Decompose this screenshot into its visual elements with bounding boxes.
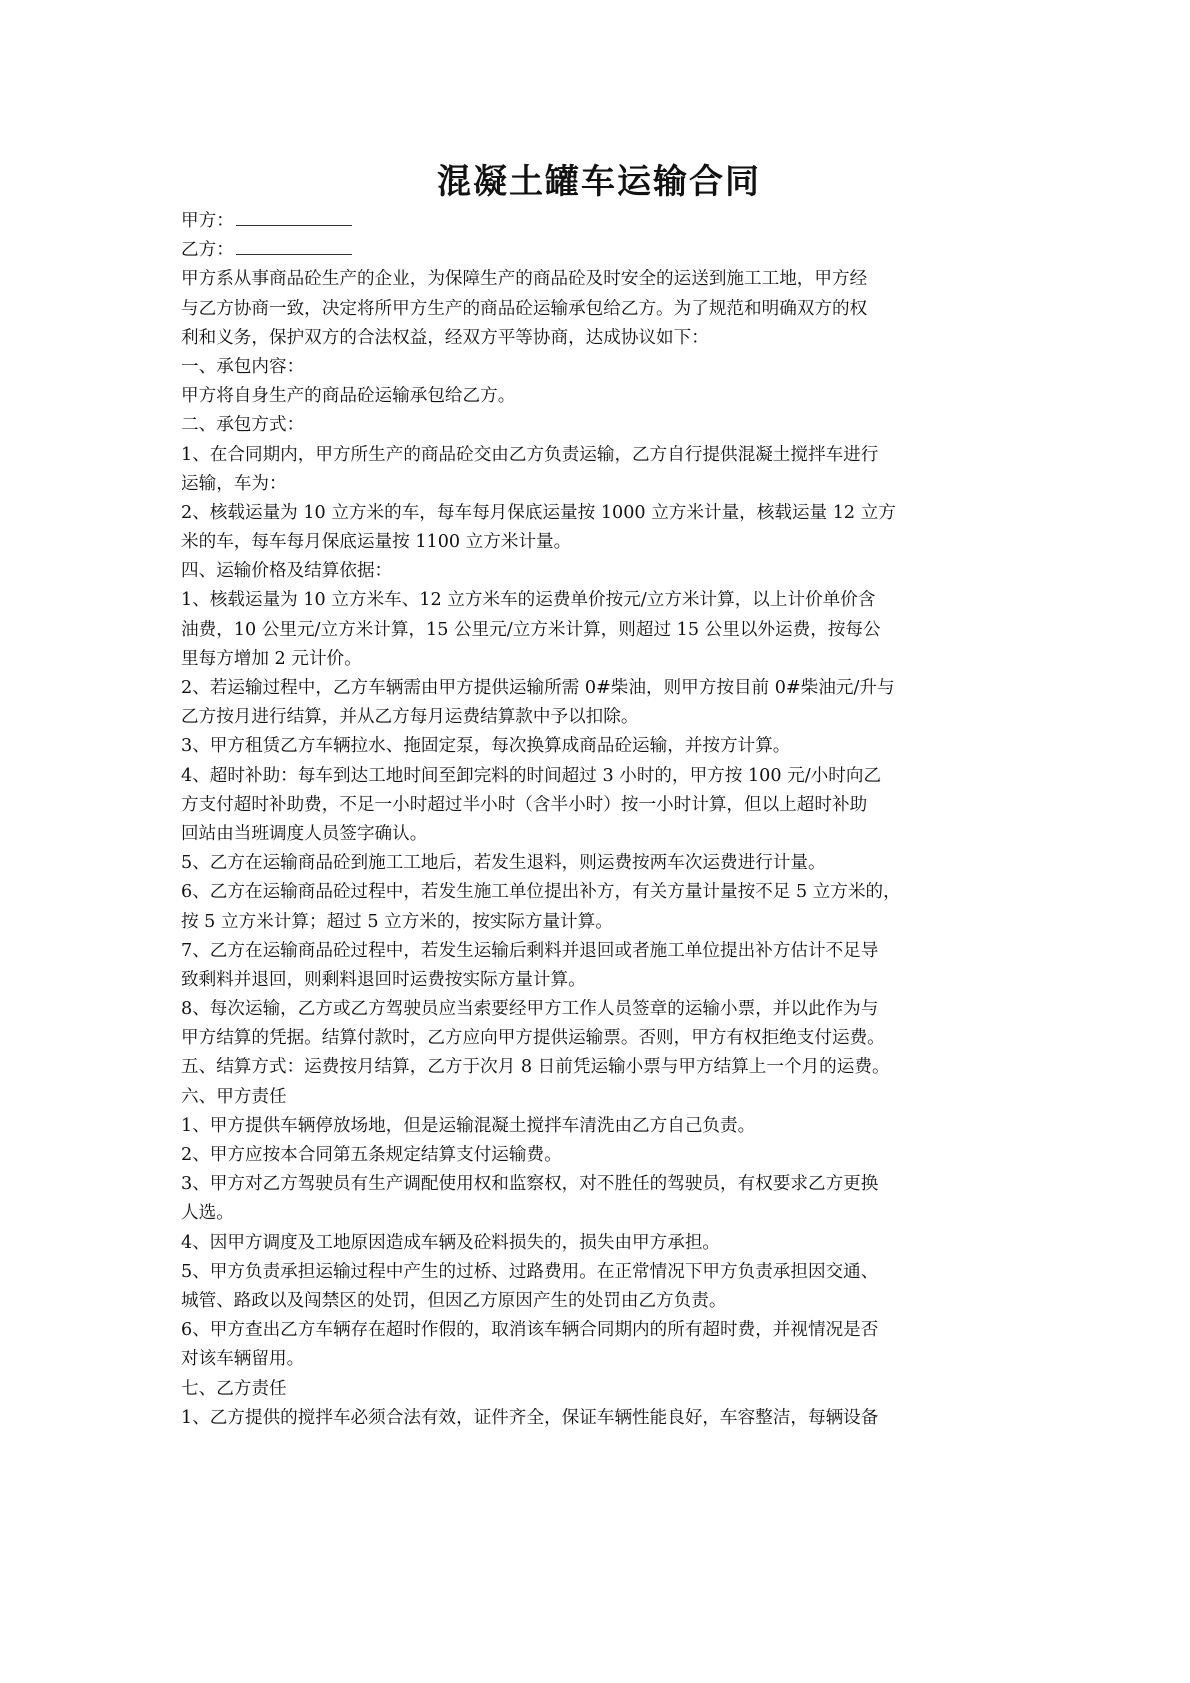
clause-line: 6、甲方查出乙方车辆存在超时作假的，取消该车辆合同期内的所有超时费，并视情况是否 <box>181 1320 879 1341</box>
section-heading: 四、运输价格及结算依据： <box>181 561 393 582</box>
clause-line: 方支付超时补助费，不足一小时超过半小时（含半小时）按一小时计算，但以上超时补助 <box>181 794 868 815</box>
clause-line: 3、甲方租赁乙方车辆拉水、拖固定泵，每次换算成商品砼运输，并按方计算。 <box>181 736 791 757</box>
clause-line: 1、核载运量为 10 立方米车、12 立方米车的运费单价按元/立方米计算，以上计价单价含 <box>181 590 876 611</box>
clause-line: 1、在合同期内，甲方所生产的商品砼交由乙方负责运输，乙方自行提供混凝土搅拌车进行 <box>181 444 879 465</box>
clause-line: 1、乙方提供的搅拌车必须合法有效，证件齐全，保证车辆性能良好，车容整洁，每辆设备 <box>181 1407 879 1428</box>
clause-line: 1、甲方提供车辆停放场地，但是运输混凝土搅拌车清洗由乙方自己负责。 <box>181 1115 756 1136</box>
clause-line: 油费，10 公里元/立方米计算，15 公里元/立方米计算，则超过 15 公里以外运费，按每公 <box>181 619 881 640</box>
clause-line: 乙方按月进行结算，并从乙方每月运费结算款中予以扣除。 <box>181 707 639 728</box>
clause-line: 运输，车为： <box>181 473 287 494</box>
party-b-label: 乙方： <box>181 240 234 261</box>
clause-line: 6、乙方在运输商品砼过程中，若发生施工单位提出补方，有关方量计量按不足 5 立方米的， <box>181 882 901 903</box>
clause-line: 5、乙方在运输商品砼到施工工地后，若发生退料，则运费按两车次运费进行计量。 <box>181 853 826 874</box>
clause-line: 8、每次运输，乙方或乙方驾驶员应当索要经甲方工作人员签章的运输小票，并以此作为与 <box>181 999 879 1020</box>
clause-line: 按 5 立方米计算；超过 5 立方米的，按实际方量计算。 <box>181 911 613 932</box>
section-heading: 七、乙方责任 <box>181 1378 287 1399</box>
party-a-blank[interactable] <box>236 209 352 226</box>
clause-line: 2、甲方应按本合同第五条规定结算支付运输费。 <box>181 1145 562 1165</box>
party-a-label: 甲方： <box>181 211 234 231</box>
clause-line: 对该车辆留用。 <box>181 1349 305 1370</box>
clause-line: 4、因甲方调度及工地原因造成车辆及砼料损失的，损失由甲方承担。 <box>181 1232 721 1253</box>
intro-line: 甲方系从事商品砼生产的企业，为保障生产的商品砼及时安全的运送到施工工地，甲方经 <box>181 269 868 290</box>
section-heading: 六、甲方责任 <box>181 1086 287 1107</box>
section-heading: 五、结算方式：运费按月结算，乙方于次月 8 日前凭运输小票与甲方结算上一个月的运费。 <box>181 1057 890 1078</box>
intro-line: 与乙方协商一致，决定将所甲方生产的商品砼运输承包给乙方。为了规范和明确双方的权 <box>181 298 868 319</box>
clause-line: 米的车，每车每月保底运量按 1100 立方米计量。 <box>181 532 572 553</box>
section-heading: 一、承包内容： <box>181 356 305 377</box>
section-heading: 二、承包方式： <box>181 415 305 436</box>
document-body <box>181 207 1017 1433</box>
clause-line: 致剩料并退回，则剩料退回时运费按实际方量计算。 <box>181 969 586 990</box>
party-b-line <box>181 236 1017 265</box>
clause-line: 甲方结算的凭据。结算付款时，乙方应向甲方提供运输票。否则，甲方有权拒绝支付运费。 <box>181 1028 885 1049</box>
clause-line: 回站由当班调度人员签字确认。 <box>181 823 428 844</box>
clause-line: 人选。 <box>181 1203 234 1224</box>
clause-line: 2、若运输过程中，乙方车辆需由甲方提供运输所需 0#柴油，则甲方按目前 0#柴油元/升与 <box>181 678 895 698</box>
clause-line: 3、甲方对乙方驾驶员有生产调配使用权和监察权，对不胜任的驾驶员，有权要求乙方更换 <box>181 1174 879 1195</box>
clause-line: 4、超时补助：每车到达工地时间至卸完料的时间超过 3 小时的，甲方按 100 元/小时向乙 <box>181 765 882 786</box>
clause-line: 2、核载运量为 10 立方米的车，每车每月保底运量按 1000 立方米计量，核载运量 12 立方 <box>181 502 896 523</box>
clause-line: 甲方将自身生产的商品砼运输承包给乙方。 <box>181 386 516 407</box>
clause-line: 城管、路政以及闯禁区的处罚，但因乙方原因产生的处罚由乙方负责。 <box>181 1290 727 1311</box>
intro-line: 利和义务，保护双方的合法权益，经双方平等协商，达成协议如下： <box>181 327 709 348</box>
party-a-line <box>181 207 1017 236</box>
document-title: 混凝土罐车运输合同 <box>437 162 761 202</box>
clause-line: 里每方增加 2 元计价。 <box>181 648 362 669</box>
party-b-blank[interactable] <box>236 238 352 255</box>
clause-line: 7、乙方在运输商品砼过程中，若发生运输后剩料并退回或者施工单位提出补方估计不足导 <box>181 940 879 961</box>
clause-line: 5、甲方负责承担运输过程中产生的过桥、过路费用。在正常情况下甲方负责承担因交通、 <box>181 1261 879 1282</box>
